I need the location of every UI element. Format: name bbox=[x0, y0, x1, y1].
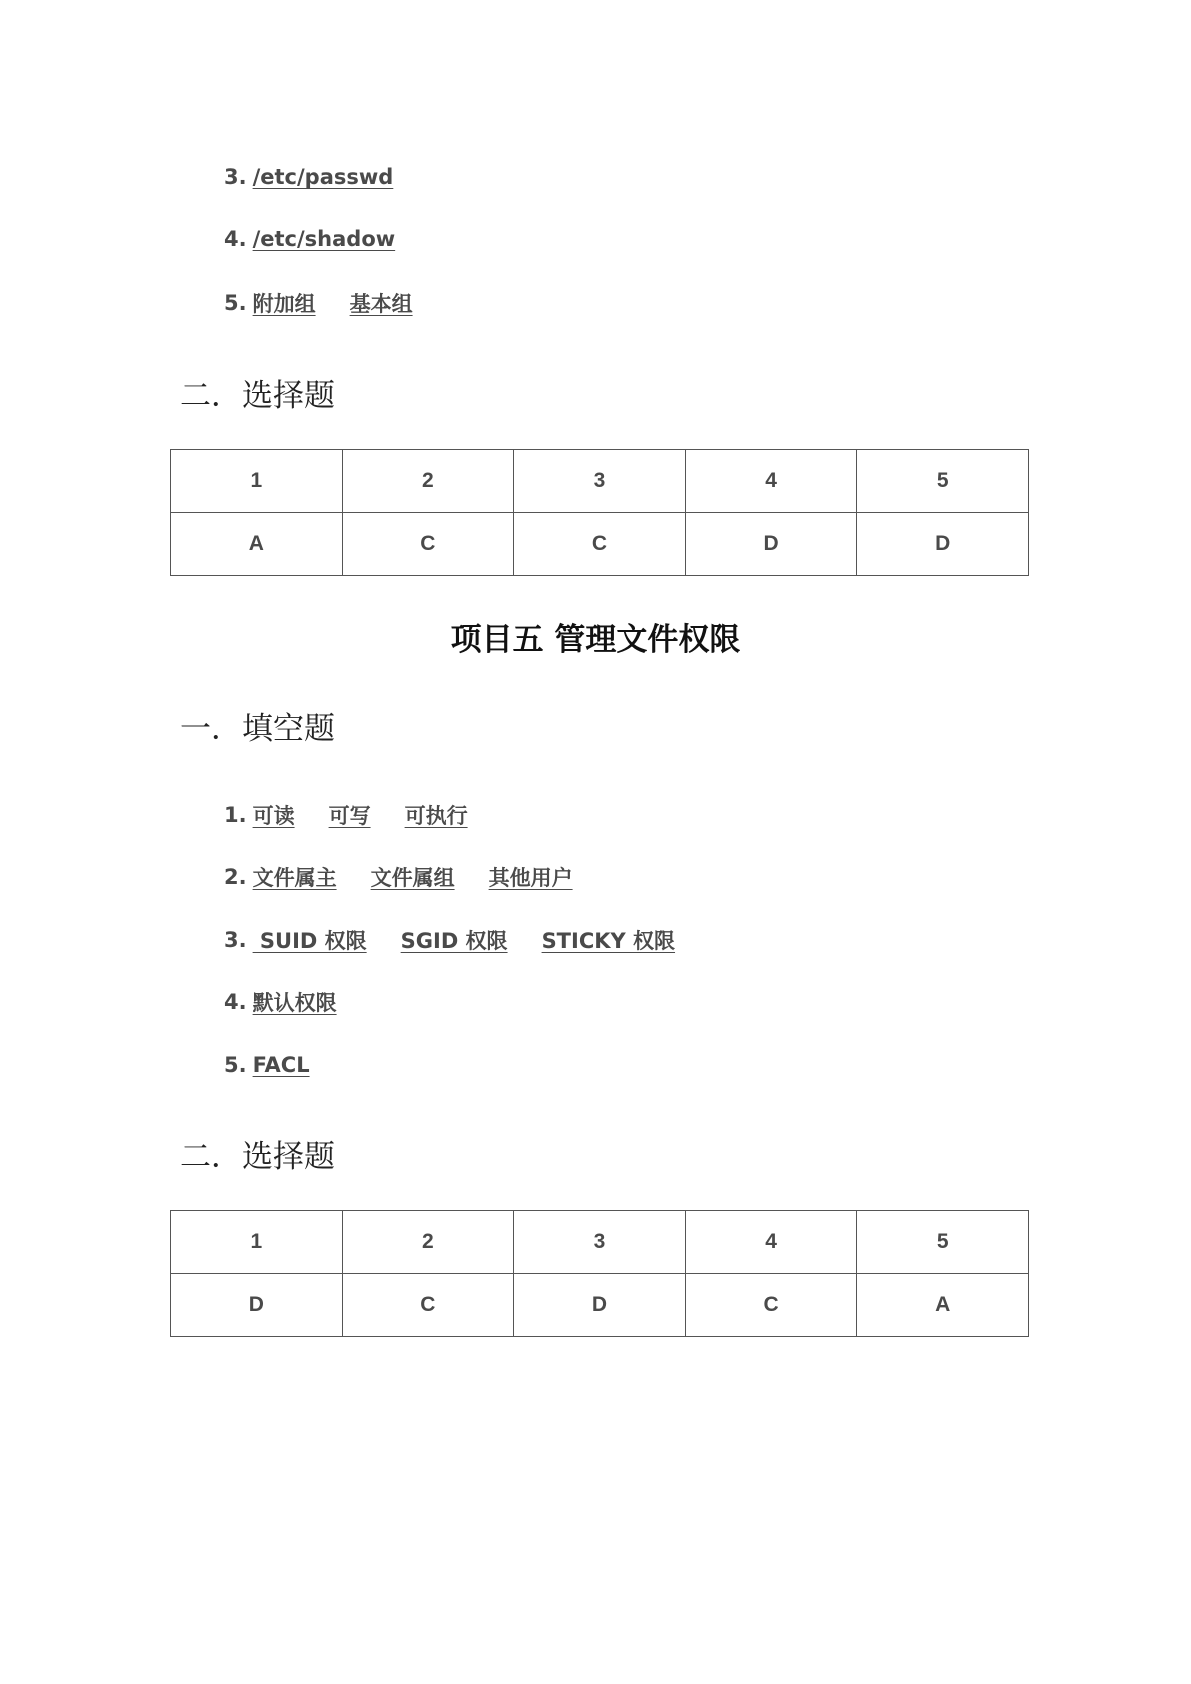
item-number: 3. bbox=[224, 165, 247, 189]
answer-cell: D bbox=[685, 513, 857, 576]
answer-cell: A bbox=[171, 513, 343, 576]
table-row-numbers bbox=[171, 450, 1029, 513]
answer-blank: 其他用户 bbox=[488, 866, 573, 890]
item-number: 2. bbox=[224, 865, 247, 889]
answer-table bbox=[170, 1210, 1029, 1337]
question-number-cell: 3 bbox=[514, 1211, 686, 1274]
fill-in-item bbox=[224, 1050, 344, 1080]
answer-blank: 附加组 bbox=[252, 292, 316, 316]
answer-blank: /etc/passwd bbox=[252, 165, 394, 189]
item-number: 1. bbox=[224, 803, 247, 827]
section-heading-fill-in: 一．填空题 bbox=[180, 711, 335, 747]
answer-blank: 默认权限 bbox=[252, 991, 337, 1015]
table-row-answers bbox=[171, 513, 1029, 576]
answer-blank: STICKY 权限 bbox=[541, 929, 676, 953]
question-number-cell: 2 bbox=[342, 450, 514, 513]
answer-blank: SGID 权限 bbox=[400, 929, 508, 953]
answer-blank: SUID 权限 bbox=[252, 929, 367, 953]
fill-in-item bbox=[224, 288, 447, 318]
question-number-cell: 4 bbox=[685, 450, 857, 513]
answer-cell: D bbox=[514, 1274, 686, 1337]
question-number-cell: 2 bbox=[342, 1211, 514, 1274]
fill-in-item bbox=[224, 925, 709, 955]
answer-blank: /etc/shadow bbox=[252, 227, 396, 251]
answer-blank: 文件属组 bbox=[370, 866, 455, 890]
question-number-cell: 5 bbox=[857, 450, 1029, 513]
item-number: 4. bbox=[224, 227, 247, 251]
answer-cell: C bbox=[342, 1274, 514, 1337]
answer-cell: C bbox=[685, 1274, 857, 1337]
answer-blank: 文件属主 bbox=[252, 866, 337, 890]
answer-cell: C bbox=[342, 513, 514, 576]
section-heading-choice: 二．选择题 bbox=[180, 1139, 335, 1175]
answer-blank: 基本组 bbox=[349, 292, 413, 316]
answer-blank: 可执行 bbox=[404, 804, 468, 828]
item-number: 4. bbox=[224, 990, 247, 1014]
question-number-cell: 1 bbox=[171, 450, 343, 513]
answer-cell: D bbox=[171, 1274, 343, 1337]
fill-in-item bbox=[224, 800, 502, 830]
fill-in-item bbox=[224, 987, 371, 1017]
question-number-cell: 3 bbox=[514, 450, 686, 513]
table-row-answers bbox=[171, 1274, 1029, 1337]
answer-cell: D bbox=[857, 513, 1029, 576]
answer-blank: FACL bbox=[252, 1053, 310, 1077]
project-title: 项目五 管理文件权限 bbox=[450, 622, 741, 658]
answer-cell: A bbox=[857, 1274, 1029, 1337]
fill-in-item bbox=[224, 224, 429, 254]
question-number-cell: 5 bbox=[857, 1211, 1029, 1274]
fill-in-item bbox=[224, 162, 427, 192]
fill-in-item bbox=[224, 862, 607, 892]
question-number-cell: 1 bbox=[171, 1211, 343, 1274]
answer-cell: C bbox=[514, 513, 686, 576]
section-heading-choice: 二．选择题 bbox=[180, 378, 335, 414]
answer-blank: 可写 bbox=[328, 804, 371, 828]
answer-blank: 可读 bbox=[252, 804, 295, 828]
table-row-numbers bbox=[171, 1211, 1029, 1274]
answer-table bbox=[170, 449, 1029, 576]
item-number: 5. bbox=[224, 291, 247, 315]
item-number: 3. bbox=[224, 928, 247, 952]
item-number: 5. bbox=[224, 1053, 247, 1077]
question-number-cell: 4 bbox=[685, 1211, 857, 1274]
